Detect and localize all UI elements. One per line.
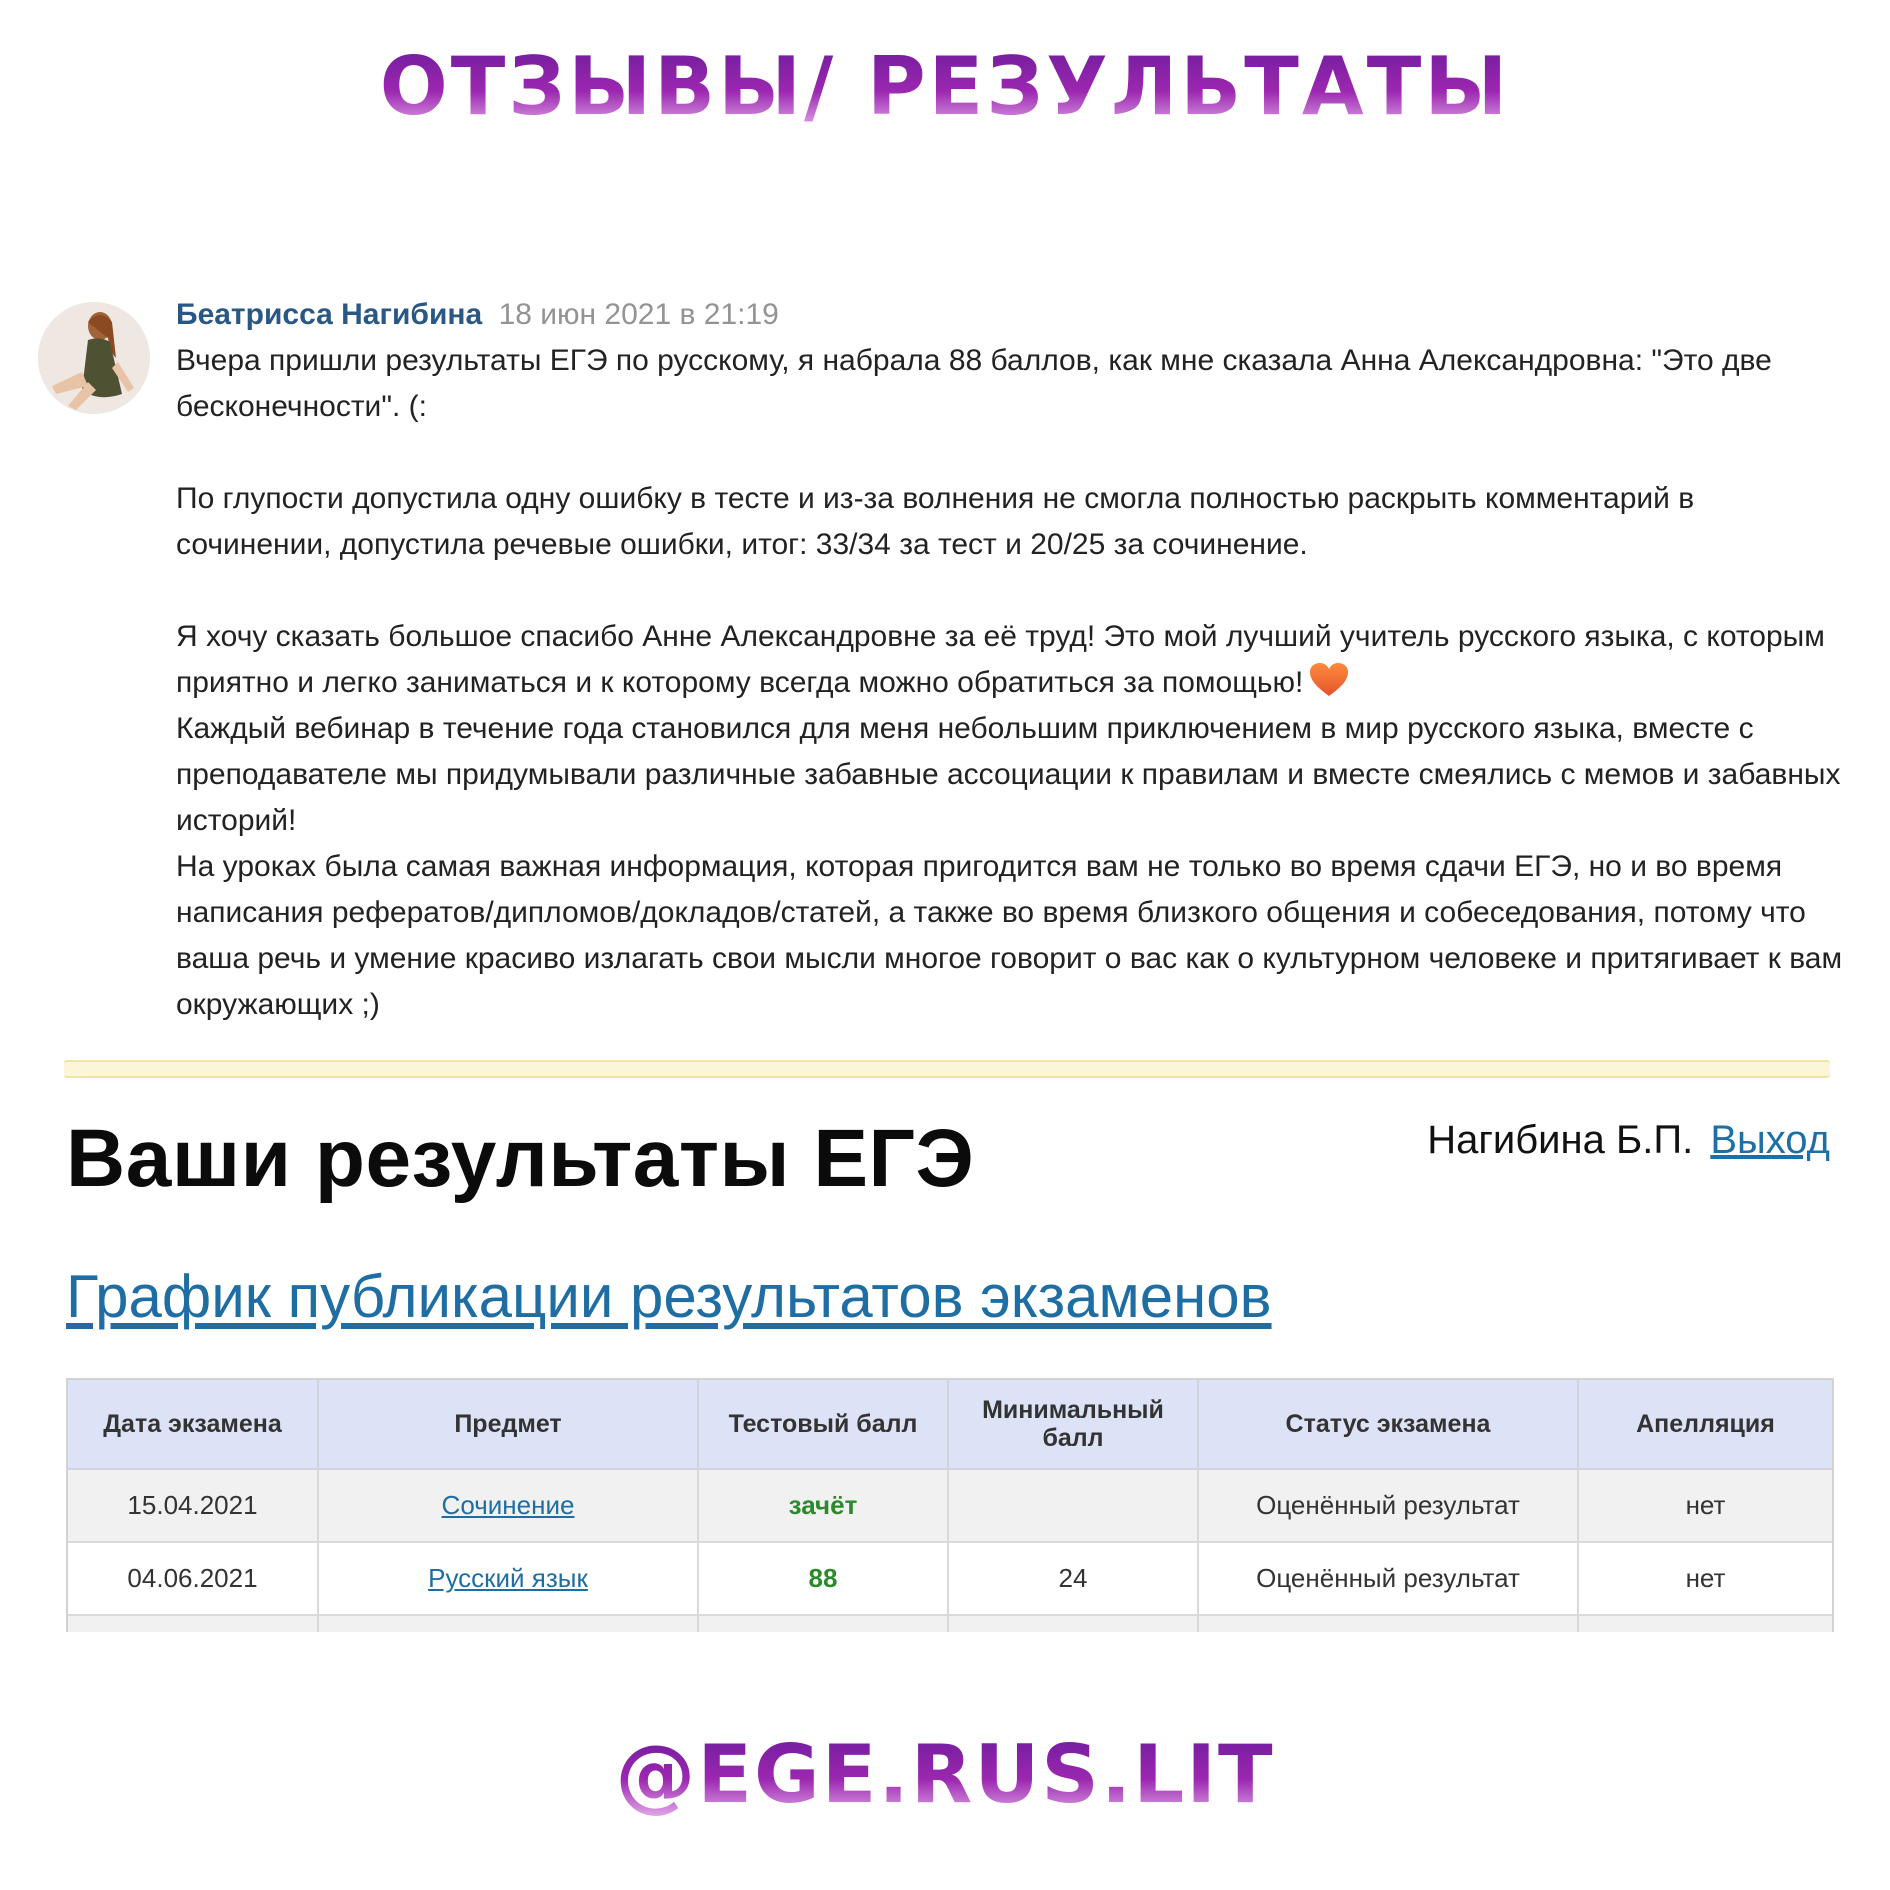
cell-score: 88 [698, 1542, 948, 1615]
table-row [68, 1469, 1832, 1542]
subject-link[interactable]: Русский язык [428, 1563, 588, 1593]
logout-link[interactable]: Выход [1710, 1118, 1830, 1162]
column-header-score: Тестовый балл [698, 1380, 948, 1469]
section-divider [64, 1060, 1830, 1078]
column-header-status: Статус экзамена [1198, 1380, 1578, 1469]
cell-appeal: нет [1578, 1469, 1832, 1542]
heart-icon [1309, 662, 1349, 698]
post-paragraph: На уроках была самая важная информация, которая пригодится вам не только во время сдачи ЕГЭ, но и во время написания рефератов/дипломов/докладов/статей, а также во время близкого общения и собеседования, потому что ваша речь и умение красиво излагать свои мысли многое говорит о вас как о культурном человеке и притягивает к вам окружающих ;) [176, 850, 1843, 1021]
post-text [176, 338, 1856, 1028]
cell-status: Оценённый результат [1198, 1542, 1578, 1615]
column-header-appeal: Апелляция [1578, 1380, 1832, 1469]
post-paragraph: Вчера пришли результаты ЕГЭ по русскому, я набрала 88 баллов, как мне сказала Анна Александровна: "Это две бесконечности". (: [176, 344, 1772, 423]
author-name[interactable]: Беатрисса Нагибина [176, 298, 483, 331]
post-paragraph-text: Я хочу сказать большое спасибо Анне Александровне за её труд! Это мой лучший учитель русского языка, с которым приятно и легко заниматься и к которому всегда можно обратиться за помощью! [176, 620, 1825, 699]
footer-handle: @EGE.RUS.LIT [0, 1728, 1890, 1821]
cell-min-score [948, 1469, 1198, 1542]
results-table [66, 1378, 1834, 1632]
cell-subject [318, 1469, 698, 1542]
avatar[interactable] [38, 302, 150, 414]
cell-subject [318, 1542, 698, 1615]
column-header-date: Дата экзамена [68, 1380, 318, 1469]
cell-min-score: 24 [948, 1542, 1198, 1615]
post-paragraph [176, 614, 1856, 706]
user-box [1427, 1118, 1830, 1163]
subject-link[interactable]: Сочинение [441, 1490, 575, 1520]
column-header-subject: Предмет [318, 1380, 698, 1469]
post-paragraph: Каждый вебинар в течение года становился для меня небольшим приключением в мир русского языка, вместе с преподавателе мы придумывали различные забавные ассоциации к правилам и вместе смеялись с мемов и забавных историй! [176, 712, 1841, 837]
cell-score: зачёт [698, 1469, 948, 1542]
post-paragraph: По глупости допустила одну ошибку в тесте и из-за волнения не смогла полностью раскрыть комментарий в сочинении, допустила речевые ошибки, итог: 33/34 за тест и 20/25 за сочинение. [176, 482, 1695, 561]
column-header-min-score: Минимальный балл [948, 1380, 1198, 1469]
table-row [68, 1542, 1832, 1615]
cell-date: 04.06.2021 [68, 1542, 318, 1615]
cell-date: 15.04.2021 [68, 1469, 318, 1542]
schedule-link[interactable]: График публикации результатов экзаменов [66, 1263, 1272, 1330]
page-headline: ОТЗЫВЫ/ РЕЗУЛЬТАТЫ [0, 40, 1890, 133]
cell-status: Оценённый результат [1198, 1469, 1578, 1542]
user-name: Нагибина Б.П. [1427, 1118, 1694, 1162]
cell-appeal: нет [1578, 1542, 1832, 1615]
results-title: Ваши результаты ЕГЭ [66, 1113, 975, 1204]
post-date[interactable]: 18 июн 2021 в 21:19 [498, 298, 779, 331]
table-header-row [68, 1380, 1832, 1469]
table-row-cut [68, 1615, 1832, 1632]
